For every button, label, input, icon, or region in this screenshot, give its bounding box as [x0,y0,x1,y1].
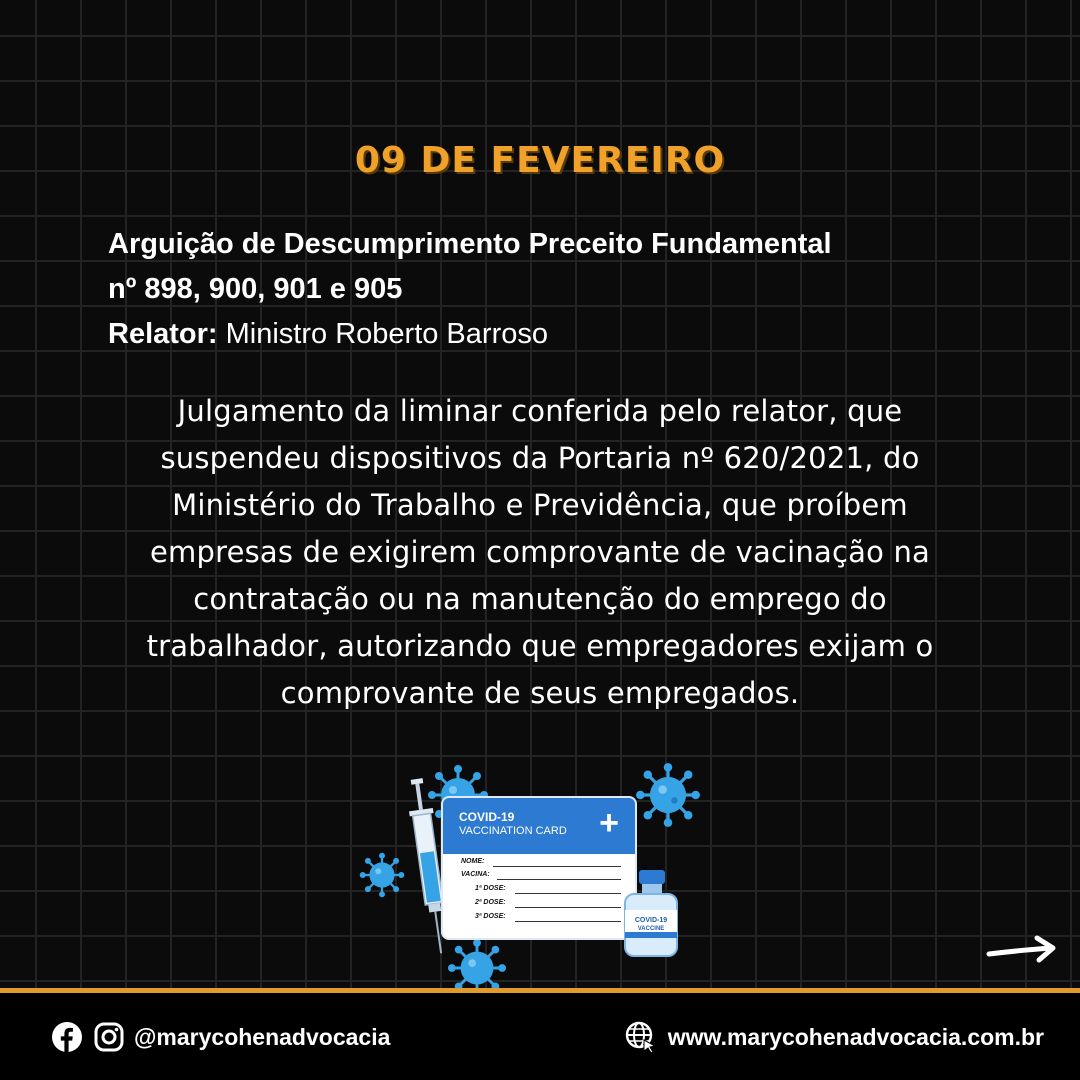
card-field-line [515,893,621,894]
card-field-line [493,866,621,867]
virus-icon [359,852,405,898]
relator-label: Relator: [108,318,218,350]
website-url[interactable]: www.marycohenadvocacia.com.br [667,1023,1044,1050]
description-line: Ministério do Trabalho e Previdência, que proíbem [172,488,908,522]
description-line: empresas de exigirem comprovante de vacinação na [149,535,930,569]
vaccine-vial-icon [617,868,685,960]
social-links [52,1021,390,1053]
description-line: contratação ou na manutenção do emprego do [193,582,887,616]
description [60,388,1020,717]
website-link [624,1021,1044,1053]
relator-name: Ministro Roberto Barroso [217,318,548,350]
svg-text:VACCINE: VACCINE [637,926,665,932]
card-field-label: NOME: [461,858,485,865]
description-line: trabalhador, autorizando que empregadores exijam o [146,629,934,663]
card-field-line [497,879,621,880]
plus-icon: + [599,804,619,842]
case-numbers: nº 898, 900, 901 e 905 [108,273,403,305]
card-field-line [515,921,621,922]
social-handle[interactable]: @marycohenadvocacia [134,1023,391,1050]
description-line: suspendeu dispositivos da Portaria nº 620/2021, do [160,441,920,475]
card-subtitle: VACCINATION CARD [459,825,567,837]
card-header [443,798,635,854]
arrow-right-icon[interactable] [985,932,1060,972]
globe-icon [624,1020,658,1054]
card-field-label: 3ª DOSE: [475,913,506,920]
virus-icon [635,762,701,828]
relator-line [108,312,988,357]
card-field-label: 2ª DOSE: [475,899,506,906]
facebook-icon[interactable] [52,1022,82,1052]
vaccination-card [443,798,635,938]
card-field-line [515,907,621,908]
description-line: comprovante de seus empregados. [280,676,800,710]
case-info [108,222,988,357]
vaccination-illustration [355,760,715,985]
instagram-icon[interactable] [94,1022,124,1052]
date-title: 09 DE FEVEREIRO [354,140,726,181]
card-field-label: 1ª DOSE: [475,885,506,892]
card-field-label: VACINA: [461,871,490,878]
description-line: Julgamento da liminar conferida pelo relator, que [177,394,903,428]
case-type: Arguição de Descumprimento Preceito Fundamental [108,228,832,260]
svg-text:COVID-19: COVID-19 [634,917,668,924]
card-title: COVID-19 [459,810,515,824]
